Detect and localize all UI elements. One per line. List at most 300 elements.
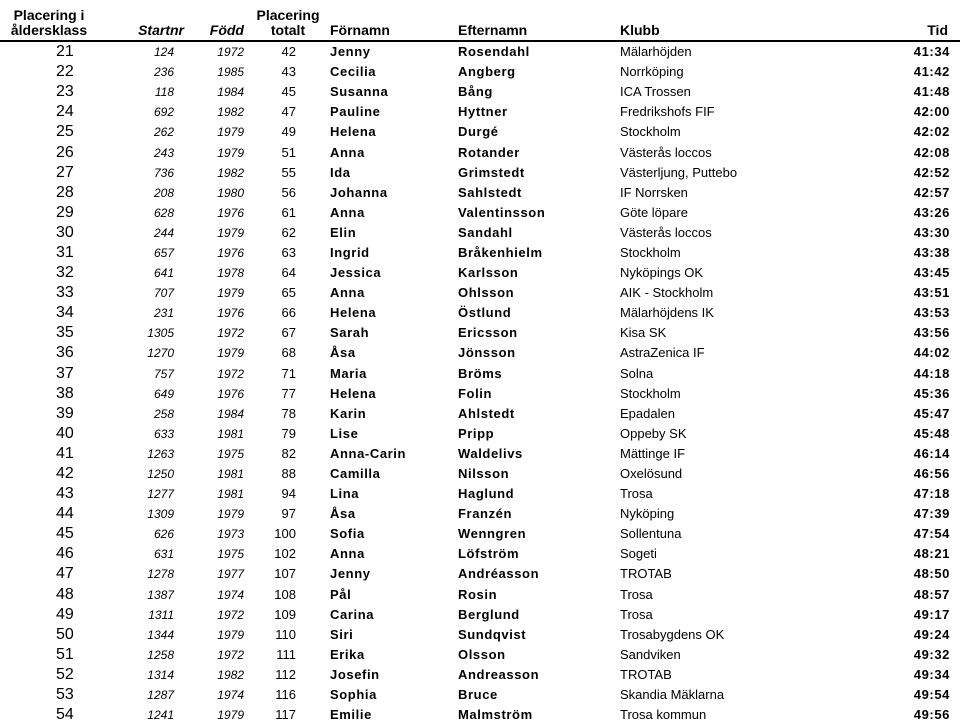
cell-last-name: Sundqvist bbox=[458, 626, 527, 642]
header-time: Tid bbox=[878, 0, 960, 41]
cell-birth-year: 1979 bbox=[217, 346, 244, 361]
cell-total-placement: 94 bbox=[281, 486, 296, 502]
cell-start-number: 244 bbox=[153, 225, 174, 240]
cell-birth-year: 1974 bbox=[217, 688, 244, 703]
cell-start-number: 657 bbox=[153, 245, 174, 260]
cell-time: 45:36 bbox=[913, 385, 950, 401]
cell-birth-year: 1982 bbox=[217, 105, 244, 120]
cell-first-name: Karin bbox=[330, 405, 367, 421]
cell-total-placement: 47 bbox=[281, 104, 296, 120]
cell-class-placement: 28 bbox=[56, 183, 74, 201]
cell-start-number: 631 bbox=[153, 547, 174, 562]
cell-birth-year: 1972 bbox=[217, 647, 244, 662]
cell-club: Västerljung, Puttebo bbox=[620, 164, 738, 180]
header-total-placement-line2: totalt bbox=[270, 22, 306, 38]
cell-time: 42:02 bbox=[913, 124, 950, 140]
cell-first-name: Siri bbox=[330, 626, 354, 642]
cell-total-placement: 82 bbox=[281, 445, 296, 461]
cell-last-name: Grimstedt bbox=[458, 164, 525, 180]
cell-total-placement: 51 bbox=[281, 144, 296, 160]
cell-class-placement: 38 bbox=[56, 384, 74, 402]
cell-time: 43:26 bbox=[913, 204, 950, 220]
cell-class-placement: 30 bbox=[56, 223, 74, 241]
cell-birth-year: 1972 bbox=[217, 366, 244, 381]
cell-start-number: 208 bbox=[153, 185, 174, 200]
cell-start-number: 1258 bbox=[147, 647, 174, 662]
cell-total-placement: 108 bbox=[274, 586, 296, 602]
cell-first-name: Helena bbox=[330, 124, 377, 140]
cell-class-placement: 24 bbox=[56, 103, 74, 121]
header-total-placement bbox=[248, 0, 328, 41]
cell-time: 47:54 bbox=[913, 526, 950, 542]
cell-last-name: Wenngren bbox=[458, 526, 527, 542]
cell-total-placement: 45 bbox=[281, 84, 296, 100]
cell-club: Mälarhöjdens IK bbox=[620, 305, 714, 321]
cell-class-placement: 32 bbox=[56, 264, 74, 282]
cell-class-placement: 45 bbox=[56, 525, 74, 543]
cell-start-number: 1277 bbox=[147, 487, 174, 502]
cell-start-number: 692 bbox=[153, 105, 174, 120]
cell-first-name: Sophia bbox=[330, 687, 377, 703]
cell-class-placement: 40 bbox=[56, 424, 74, 442]
cell-total-placement: 55 bbox=[281, 164, 296, 180]
cell-class-placement: 42 bbox=[56, 465, 74, 483]
cell-time: 42:57 bbox=[913, 184, 950, 200]
cell-last-name: Bråkenhielm bbox=[458, 244, 543, 260]
cell-club: IF Norrsken bbox=[620, 184, 688, 200]
cell-first-name: Cecilia bbox=[330, 64, 377, 80]
cell-birth-year: 1985 bbox=[217, 65, 244, 80]
cell-birth-year: 1975 bbox=[217, 547, 244, 562]
table-row bbox=[0, 605, 960, 625]
cell-club: Trosa bbox=[620, 486, 653, 502]
cell-last-name: Sahlstedt bbox=[458, 184, 522, 200]
cell-first-name: Pål bbox=[330, 586, 352, 602]
cell-total-placement: 68 bbox=[281, 345, 296, 361]
cell-first-name: Jessica bbox=[330, 265, 382, 281]
cell-total-placement: 100 bbox=[274, 526, 296, 542]
cell-club: Norrköping bbox=[620, 64, 684, 80]
cell-time: 42:00 bbox=[913, 104, 950, 120]
cell-club: ICA Trossen bbox=[620, 84, 691, 100]
cell-last-name: Löfström bbox=[458, 546, 520, 562]
cell-first-name: Anna bbox=[330, 204, 365, 220]
cell-class-placement: 47 bbox=[56, 565, 74, 583]
cell-birth-year: 1979 bbox=[217, 145, 244, 160]
cell-last-name: Karlsson bbox=[458, 265, 519, 281]
cell-time: 44:18 bbox=[913, 365, 950, 381]
cell-time: 44:02 bbox=[913, 345, 950, 361]
cell-class-placement: 48 bbox=[56, 585, 74, 603]
cell-birth-year: 1984 bbox=[217, 406, 244, 421]
table-row bbox=[0, 303, 960, 323]
cell-first-name: Åsa bbox=[330, 506, 356, 522]
cell-last-name: Ericsson bbox=[458, 325, 518, 341]
header-total-placement-line1: Placering bbox=[256, 7, 320, 23]
cell-club: Sollentuna bbox=[620, 526, 682, 542]
cell-start-number: 1387 bbox=[147, 587, 174, 602]
cell-first-name: Elin bbox=[330, 224, 357, 240]
cell-start-number: 262 bbox=[153, 125, 174, 140]
cell-club: Göte löpare bbox=[620, 204, 688, 220]
cell-club: AIK - Stockholm bbox=[620, 285, 714, 301]
cell-total-placement: 117 bbox=[275, 707, 296, 723]
header-start-number: Startnr bbox=[98, 0, 188, 41]
cell-start-number: 243 bbox=[153, 145, 174, 160]
cell-last-name: Malmström bbox=[458, 707, 533, 723]
cell-total-placement: 64 bbox=[281, 265, 296, 281]
cell-first-name: Anna bbox=[330, 285, 365, 301]
cell-birth-year: 1978 bbox=[217, 266, 244, 281]
header-first-name: Förnamn bbox=[328, 0, 456, 41]
table-row bbox=[0, 323, 960, 343]
cell-last-name: Bruce bbox=[458, 687, 498, 703]
cell-time: 45:48 bbox=[913, 425, 950, 441]
cell-last-name: Sandahl bbox=[458, 224, 513, 240]
cell-last-name: Bång bbox=[458, 84, 493, 100]
cell-last-name: Durgé bbox=[458, 124, 499, 140]
cell-first-name: Josefin bbox=[330, 666, 380, 682]
cell-last-name: Rosendahl bbox=[458, 44, 530, 60]
cell-total-placement: 63 bbox=[281, 244, 296, 260]
cell-birth-year: 1981 bbox=[217, 426, 244, 441]
table-row bbox=[0, 41, 960, 62]
cell-class-placement: 23 bbox=[56, 83, 74, 101]
cell-first-name: Emilie bbox=[330, 707, 372, 723]
cell-class-placement: 29 bbox=[56, 203, 74, 221]
cell-club: Sogeti bbox=[620, 546, 657, 562]
cell-total-placement: 107 bbox=[274, 566, 296, 582]
table-row bbox=[0, 102, 960, 122]
cell-class-placement: 43 bbox=[56, 485, 74, 503]
table-row bbox=[0, 122, 960, 142]
cell-start-number: 1287 bbox=[147, 688, 174, 703]
cell-class-placement: 37 bbox=[56, 364, 74, 382]
cell-birth-year: 1972 bbox=[217, 45, 244, 60]
cell-club: Epadalen bbox=[620, 405, 675, 421]
table-row bbox=[0, 263, 960, 283]
cell-birth-year: 1979 bbox=[217, 125, 244, 140]
table-row bbox=[0, 484, 960, 504]
cell-last-name: Olsson bbox=[458, 646, 506, 662]
cell-start-number: 231 bbox=[153, 306, 174, 321]
cell-start-number: 628 bbox=[153, 205, 174, 220]
cell-last-name: Valentinsson bbox=[458, 204, 546, 220]
cell-class-placement: 51 bbox=[56, 645, 74, 663]
cell-first-name: Maria bbox=[330, 365, 367, 381]
cell-club: Västerås loccos bbox=[620, 224, 712, 240]
cell-birth-year: 1973 bbox=[217, 527, 244, 542]
cell-birth-year: 1976 bbox=[217, 205, 244, 220]
cell-class-placement: 35 bbox=[56, 324, 74, 342]
cell-club: Fredrikshofs FIF bbox=[620, 104, 715, 120]
cell-club: Nyköping bbox=[620, 506, 675, 522]
cell-time: 49:32 bbox=[913, 646, 950, 662]
table-row bbox=[0, 82, 960, 102]
cell-class-placement: 36 bbox=[56, 344, 74, 362]
cell-club: Nyköpings OK bbox=[620, 265, 704, 281]
cell-club: TROTAB bbox=[620, 666, 672, 682]
table-row bbox=[0, 524, 960, 544]
cell-birth-year: 1982 bbox=[217, 165, 244, 180]
header-row bbox=[0, 0, 960, 41]
cell-class-placement: 52 bbox=[56, 665, 74, 683]
cell-total-placement: 78 bbox=[281, 405, 296, 421]
cell-start-number: 707 bbox=[153, 286, 174, 301]
cell-first-name: Anna-Carin bbox=[330, 445, 407, 461]
cell-start-number: 1270 bbox=[147, 346, 174, 361]
cell-last-name: Ohlsson bbox=[458, 285, 515, 301]
table-row bbox=[0, 163, 960, 183]
cell-first-name: Erika bbox=[330, 646, 365, 662]
cell-time: 41:34 bbox=[913, 44, 950, 60]
cell-start-number: 649 bbox=[153, 386, 174, 401]
cell-birth-year: 1974 bbox=[217, 587, 244, 602]
cell-time: 47:39 bbox=[913, 506, 950, 522]
cell-time: 42:52 bbox=[913, 164, 950, 180]
cell-start-number: 1311 bbox=[148, 607, 174, 622]
cell-club: Trosa bbox=[620, 586, 653, 602]
cell-total-placement: 97 bbox=[281, 506, 296, 522]
cell-class-placement: 33 bbox=[56, 284, 74, 302]
header-last-name: Efternamn bbox=[456, 0, 618, 41]
cell-class-placement: 25 bbox=[56, 123, 74, 141]
cell-total-placement: 116 bbox=[275, 687, 296, 703]
cell-class-placement: 22 bbox=[56, 63, 74, 81]
cell-club: Oppeby SK bbox=[620, 425, 687, 441]
cell-total-placement: 42 bbox=[281, 44, 296, 60]
cell-time: 43:30 bbox=[913, 224, 950, 240]
cell-last-name: Bröms bbox=[458, 365, 503, 381]
cell-time: 41:42 bbox=[913, 64, 950, 80]
cell-last-name: Pripp bbox=[458, 425, 495, 441]
table-row bbox=[0, 585, 960, 605]
cell-total-placement: 66 bbox=[281, 305, 296, 321]
cell-start-number: 236 bbox=[153, 65, 174, 80]
cell-time: 45:47 bbox=[913, 405, 950, 421]
cell-start-number: 118 bbox=[154, 85, 174, 100]
table-row bbox=[0, 645, 960, 665]
cell-last-name: Folin bbox=[458, 385, 493, 401]
cell-last-name: Jönsson bbox=[458, 345, 516, 361]
table-row bbox=[0, 444, 960, 464]
cell-start-number: 1278 bbox=[147, 567, 174, 582]
cell-time: 47:18 bbox=[913, 486, 950, 502]
table-row bbox=[0, 564, 960, 584]
cell-last-name: Rosin bbox=[458, 586, 498, 602]
table-row bbox=[0, 685, 960, 705]
cell-club: Västerås loccos bbox=[620, 144, 712, 160]
header-club: Klubb bbox=[618, 0, 878, 41]
cell-first-name: Pauline bbox=[330, 104, 381, 120]
cell-start-number: 124 bbox=[153, 45, 174, 60]
cell-last-name: Andreasson bbox=[458, 666, 540, 682]
cell-club: Sandviken bbox=[620, 646, 681, 662]
cell-last-name: Angberg bbox=[458, 64, 516, 80]
cell-time: 46:56 bbox=[913, 466, 950, 482]
cell-total-placement: 77 bbox=[281, 385, 296, 401]
table-row bbox=[0, 424, 960, 444]
cell-first-name: Lina bbox=[330, 486, 360, 502]
cell-club: Stockholm bbox=[620, 124, 681, 140]
cell-total-placement: 49 bbox=[281, 124, 296, 140]
cell-birth-year: 1981 bbox=[217, 467, 244, 482]
cell-birth-year: 1979 bbox=[217, 225, 244, 240]
cell-first-name: Åsa bbox=[330, 345, 356, 361]
cell-last-name: Nilsson bbox=[458, 466, 510, 482]
cell-club: Stockholm bbox=[620, 244, 681, 260]
cell-birth-year: 1982 bbox=[217, 667, 244, 682]
table-row bbox=[0, 384, 960, 404]
cell-club: Oxelösund bbox=[620, 466, 683, 482]
table-row bbox=[0, 243, 960, 263]
cell-total-placement: 56 bbox=[281, 184, 296, 200]
cell-birth-year: 1975 bbox=[217, 446, 244, 461]
cell-last-name: Haglund bbox=[458, 486, 515, 502]
cell-total-placement: 71 bbox=[281, 365, 296, 381]
results-table-body bbox=[0, 41, 960, 725]
cell-first-name: Johanna bbox=[330, 184, 388, 200]
cell-total-placement: 65 bbox=[281, 285, 296, 301]
cell-birth-year: 1972 bbox=[217, 607, 244, 622]
cell-class-placement: 27 bbox=[56, 163, 74, 181]
cell-class-placement: 21 bbox=[56, 43, 74, 61]
table-row bbox=[0, 142, 960, 162]
cell-start-number: 258 bbox=[153, 406, 174, 421]
cell-first-name: Sarah bbox=[330, 325, 370, 341]
cell-last-name: Waldelivs bbox=[458, 445, 523, 461]
cell-time: 43:51 bbox=[913, 285, 950, 301]
cell-last-name: Berglund bbox=[458, 606, 520, 622]
cell-start-number: 1344 bbox=[147, 627, 174, 642]
cell-last-name: Ahlstedt bbox=[458, 405, 515, 421]
cell-class-placement: 39 bbox=[56, 404, 74, 422]
cell-start-number: 1314 bbox=[147, 667, 174, 682]
table-row bbox=[0, 625, 960, 645]
cell-first-name: Helena bbox=[330, 385, 377, 401]
cell-birth-year: 1972 bbox=[217, 326, 244, 341]
cell-class-placement: 34 bbox=[56, 304, 74, 322]
cell-class-placement: 46 bbox=[56, 545, 74, 563]
cell-first-name: Ida bbox=[330, 164, 351, 180]
cell-first-name: Ingrid bbox=[330, 244, 370, 260]
cell-total-placement: 79 bbox=[281, 425, 296, 441]
cell-start-number: 641 bbox=[153, 266, 174, 281]
cell-last-name: Rotander bbox=[458, 144, 520, 160]
cell-time: 46:14 bbox=[913, 445, 950, 461]
cell-start-number: 757 bbox=[153, 366, 174, 381]
cell-club: Skandia Mäklarna bbox=[620, 687, 725, 703]
results-table-header bbox=[0, 0, 960, 41]
cell-start-number: 1263 bbox=[147, 446, 174, 461]
cell-start-number: 1241 bbox=[147, 708, 174, 723]
cell-club: Kisa SK bbox=[620, 325, 667, 341]
cell-first-name: Sofia bbox=[330, 526, 365, 542]
cell-time: 43:56 bbox=[913, 325, 950, 341]
cell-time: 49:24 bbox=[913, 626, 950, 642]
cell-club: AstraZenica IF bbox=[620, 345, 705, 361]
cell-start-number: 633 bbox=[153, 426, 174, 441]
cell-time: 42:08 bbox=[913, 144, 950, 160]
cell-club: Stockholm bbox=[620, 385, 681, 401]
cell-time: 49:17 bbox=[913, 606, 950, 622]
cell-first-name: Jenny bbox=[330, 44, 371, 60]
cell-start-number: 1250 bbox=[147, 467, 174, 482]
cell-time: 43:53 bbox=[913, 305, 950, 321]
cell-total-placement: 43 bbox=[281, 64, 296, 80]
cell-total-placement: 88 bbox=[281, 466, 296, 482]
header-class-placement-line1: Placering i bbox=[13, 7, 85, 23]
cell-birth-year: 1976 bbox=[217, 245, 244, 260]
cell-birth-year: 1979 bbox=[217, 627, 244, 642]
cell-total-placement: 67 bbox=[281, 325, 296, 341]
cell-total-placement: 109 bbox=[274, 606, 296, 622]
cell-birth-year: 1979 bbox=[217, 708, 244, 723]
cell-class-placement: 49 bbox=[56, 605, 74, 623]
table-row bbox=[0, 404, 960, 424]
cell-club: TROTAB bbox=[620, 566, 672, 582]
cell-start-number: 1309 bbox=[147, 507, 174, 522]
cell-last-name: Andréasson bbox=[458, 566, 540, 582]
cell-total-placement: 62 bbox=[281, 224, 296, 240]
cell-start-number: 626 bbox=[153, 527, 174, 542]
cell-club: Trosabygdens OK bbox=[620, 626, 725, 642]
cell-class-placement: 41 bbox=[56, 444, 74, 462]
cell-club: Trosa kommun bbox=[620, 707, 707, 723]
cell-club: Mälarhöjden bbox=[620, 44, 692, 60]
cell-first-name: Anna bbox=[330, 144, 365, 160]
cell-birth-year: 1984 bbox=[217, 85, 244, 100]
cell-total-placement: 102 bbox=[274, 546, 296, 562]
cell-class-placement: 44 bbox=[56, 505, 74, 523]
table-row bbox=[0, 223, 960, 243]
cell-time: 48:50 bbox=[913, 566, 950, 582]
cell-first-name: Lise bbox=[330, 425, 359, 441]
cell-time: 49:54 bbox=[913, 687, 950, 703]
header-birth-year: Född bbox=[188, 0, 248, 41]
cell-class-placement: 53 bbox=[56, 686, 74, 704]
cell-club: Mättinge IF bbox=[620, 445, 686, 461]
table-row bbox=[0, 544, 960, 564]
cell-time: 48:57 bbox=[913, 586, 950, 602]
table-row bbox=[0, 62, 960, 82]
cell-birth-year: 1976 bbox=[217, 306, 244, 321]
cell-birth-year: 1981 bbox=[217, 487, 244, 502]
cell-start-number: 1305 bbox=[147, 326, 174, 341]
cell-first-name: Carina bbox=[330, 606, 375, 622]
cell-first-name: Susanna bbox=[330, 84, 389, 100]
cell-class-placement: 50 bbox=[56, 625, 74, 643]
cell-time: 49:56 bbox=[913, 707, 950, 723]
cell-time: 43:45 bbox=[913, 265, 950, 281]
cell-total-placement: 111 bbox=[276, 646, 296, 662]
cell-birth-year: 1977 bbox=[217, 567, 244, 582]
table-row bbox=[0, 504, 960, 524]
cell-class-placement: 26 bbox=[56, 143, 74, 161]
cell-last-name: Hyttner bbox=[458, 104, 508, 120]
cell-first-name: Jenny bbox=[330, 566, 371, 582]
cell-club: Solna bbox=[620, 365, 654, 381]
header-class-placement bbox=[0, 0, 98, 41]
cell-last-name: Östlund bbox=[458, 305, 512, 321]
cell-first-name: Camilla bbox=[330, 466, 381, 482]
cell-time: 49:34 bbox=[913, 666, 950, 682]
cell-birth-year: 1979 bbox=[217, 507, 244, 522]
table-row bbox=[0, 283, 960, 303]
table-row bbox=[0, 364, 960, 384]
table-row bbox=[0, 343, 960, 363]
cell-last-name: Franzén bbox=[458, 506, 513, 522]
